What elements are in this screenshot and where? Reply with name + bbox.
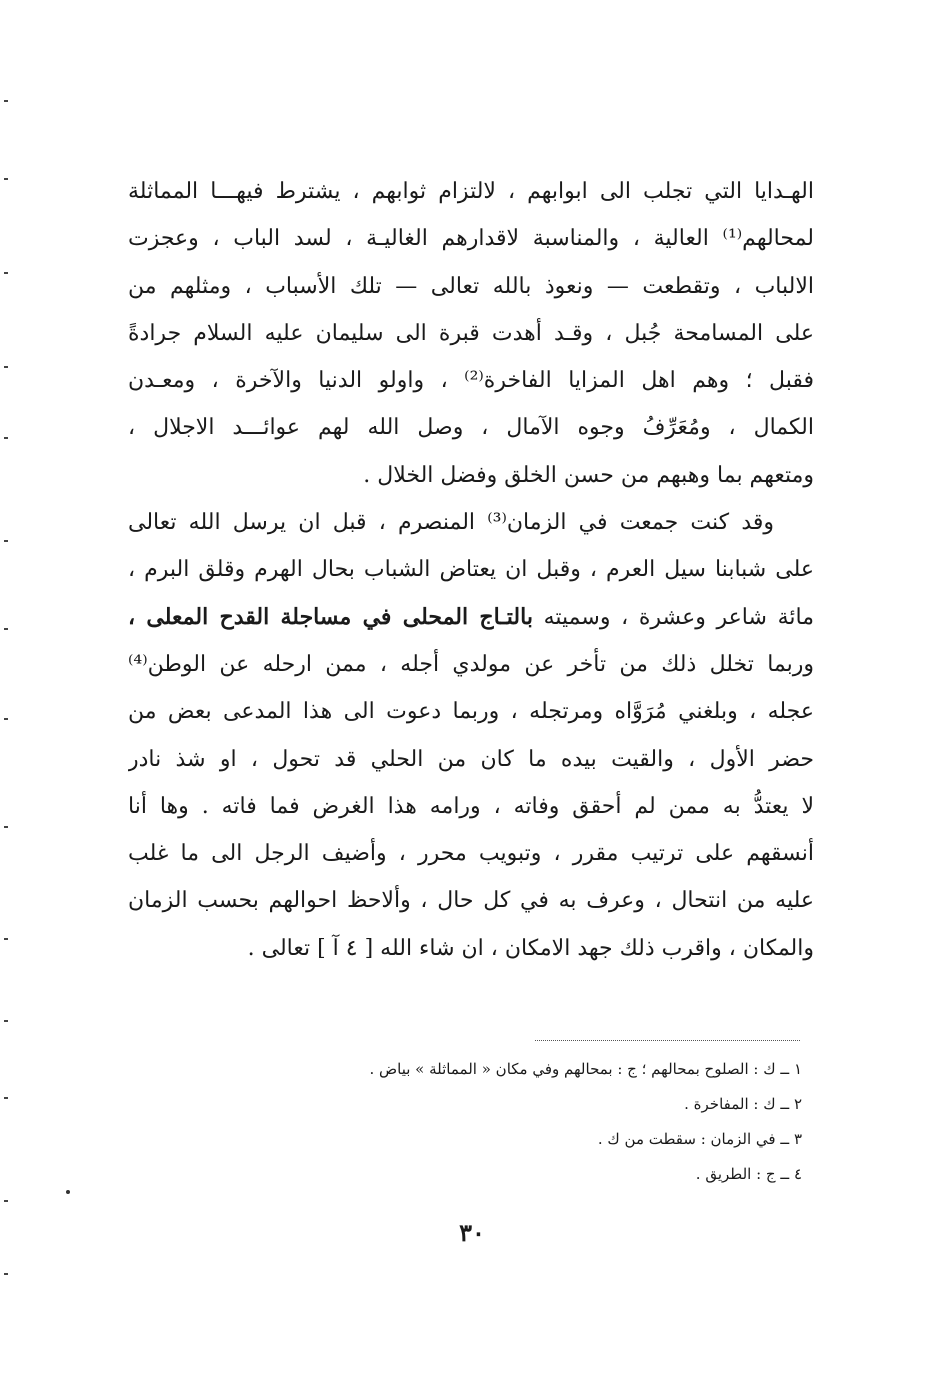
text-line: الهـدايا التي تجلب الى ابوابهم ، لالتزام ثوابهم ، يشترط فيهـــا المماثلة [128, 179, 814, 204]
text-line: الكمال ، ومُعَرِّفُ وجوه الآمال ، وصل الله لهم عوائـــد الاجلال ، [128, 415, 814, 441]
scan-mark [4, 1200, 8, 1202]
text-line: لا يعتدُّ به ممن لم أحقق وفاته ، ورامه هذا الغرض فما فاته . وها أنا [128, 793, 814, 819]
scan-mark [4, 1020, 8, 1022]
text-line: الالباب ، وتقطعت — ونعوذ بالله تعالى — تلك الأسباب ، ومثلهم من [128, 273, 814, 299]
book-title: بالتـاج المحلى في مساجلة القدح المعلى ، [128, 603, 533, 630]
scan-mark [4, 540, 8, 542]
footnotes [200, 1052, 802, 1192]
text-line: أنسقهم على ترتيب مقرر ، وتبويب محرر ، وأضيف الرجل الى ما غلب [128, 841, 814, 867]
scan-mark [4, 718, 8, 720]
scan-mark [4, 100, 8, 102]
page-number: ٣٠ [459, 1218, 485, 1247]
text-line: ومتعهم بما وهبهم من حسن الخلق وفضل الخلال . [363, 462, 814, 488]
scan-mark [4, 1097, 8, 1099]
text-line: على شبابنا سيل العرم ، وقبل ان يعتاض الشباب بحال الهرم وقلق البرم ، [128, 557, 814, 583]
footnote: ٣ ــ في الزمان : سقطت من ك . [597, 1130, 802, 1148]
text-line: عليه من انتحال ، وعرف به في كل حال ، وألاحظ احوالهم بحسب الزمان [128, 888, 814, 914]
scan-mark [4, 272, 8, 274]
scan-mark [4, 178, 8, 180]
text-line: والمكان ، واقرب ذلك جهد الامكان ، ان شاء الله [ ٤ آ ] تعالى . [247, 935, 814, 961]
body-text [128, 168, 814, 972]
scan-mark [4, 366, 8, 368]
text-line: وربما تخلل ذلك من تأخر عن مولدي أجله ، ممن ارحله عن الوطن⁽⁴⁾ [128, 651, 814, 677]
text-line: عجله ، وبلغني مُرَوَّاه ومرتجله ، وربما دعوت الى هذا المدعى بعض من [128, 699, 814, 725]
scan-mark [4, 628, 8, 630]
text-line: لمحالهم⁽¹⁾ العالية ، والمناسبة لاقدارهم الغاليـة ، لسد الباب ، وعجزت [128, 226, 814, 252]
footnote: ٢ ــ ك : المفاخرة . [684, 1095, 802, 1113]
text-line: فقبل ؛ وهم اهل المزايا الفاخرة⁽²⁾ ، واولو الدنيا والآخرة ، ومعـدن [128, 368, 814, 394]
footnote: ١ ــ ك : الصلوح بمحالهم ؛ ج : بمحالهم وفي مكان « المماثلة » بياض . [369, 1060, 802, 1078]
scan-mark [4, 1273, 8, 1275]
footnote-separator [535, 1040, 800, 1041]
text-line: على المسامحة جُبل ، وقـد أهدت قبرة الى سليمان عليه السلام جرادةً [128, 320, 814, 346]
text-line: مائة شاعر وعشرة ، وسميته بالتـاج المحلى في مساجلة القدح المعلى ، [128, 603, 814, 630]
text-line: وقد كنت جمعت في الزمان⁽³⁾ المنصرم ، قبل ان يرسل الله تعالى [128, 510, 775, 536]
text-line: حضر الأول ، والقيت بيده ما كان من الحلي قد تحول ، او شذ نادر [128, 746, 814, 772]
footnote: ٤ ــ ج : الطريق . [695, 1165, 802, 1183]
scan-mark [4, 437, 8, 439]
scan-mark [4, 938, 8, 940]
scan-mark [4, 826, 8, 828]
scan-speck [66, 1190, 70, 1194]
